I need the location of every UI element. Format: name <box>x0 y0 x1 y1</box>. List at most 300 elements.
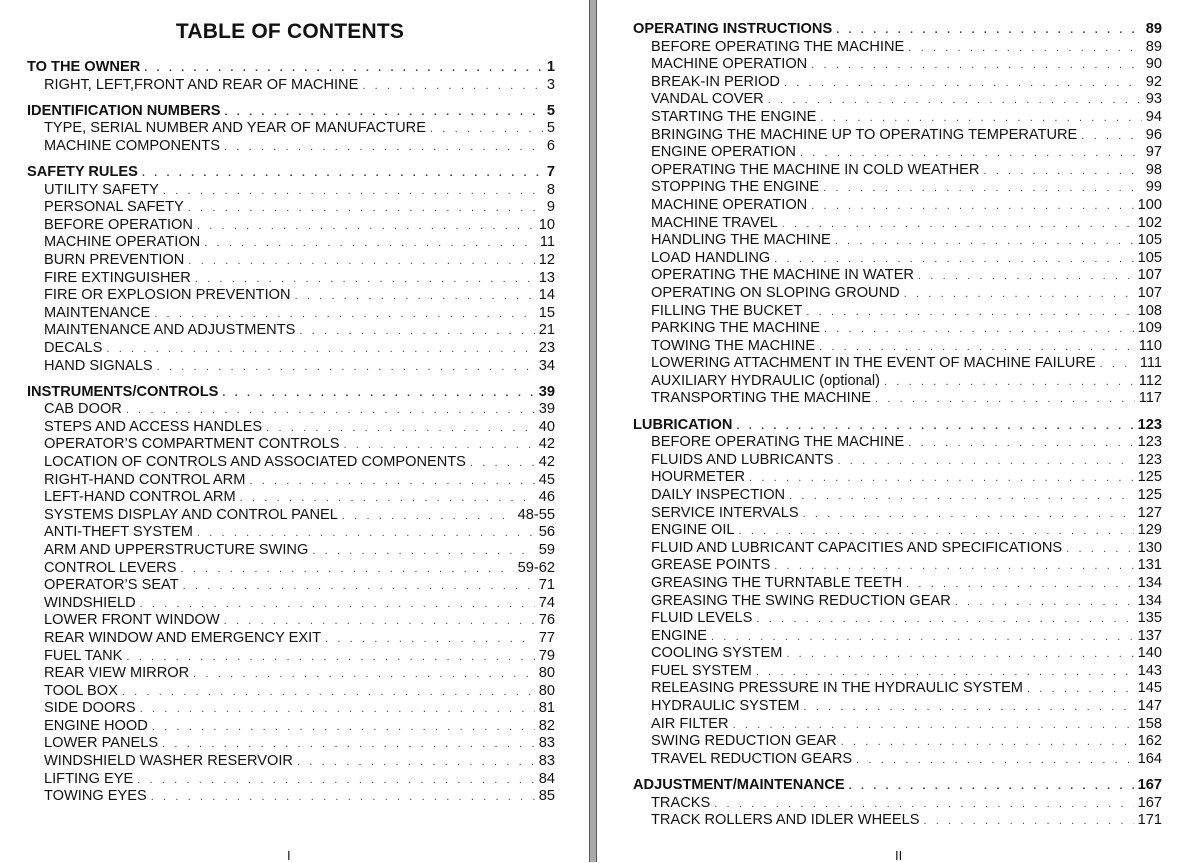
page-number: 137 <box>1137 627 1162 644</box>
dot-leader <box>756 611 1133 629</box>
dot-leader <box>224 139 543 157</box>
dot-leader <box>756 664 1134 682</box>
entry-label: SERVICE INTERVALS <box>651 504 799 521</box>
page-number: 127 <box>1137 504 1162 521</box>
page-number: 147 <box>1137 698 1162 715</box>
entry-label: ARM AND UPPERSTRUCTURE SWING <box>44 541 309 558</box>
page-number: 162 <box>1137 733 1162 750</box>
toc-entry[interactable] <box>597 162 1162 180</box>
entry-label: STOPPING THE ENGINE <box>651 179 820 196</box>
toc-entry[interactable] <box>597 751 1162 769</box>
toc-section-heading[interactable] <box>0 384 555 402</box>
page-number: 82 <box>538 717 555 734</box>
entry-label: LEFT-HAND CONTROL ARM <box>44 489 236 506</box>
dot-leader <box>800 145 1142 163</box>
entry-label: TOOL BOX <box>44 682 118 699</box>
dot-leader <box>180 561 513 579</box>
entry-label: GREASE POINTS <box>651 557 771 574</box>
entry-label: VANDAL COVER <box>651 91 764 108</box>
dot-leader <box>126 402 535 420</box>
page-number: 59 <box>538 541 555 558</box>
page-number: 21 <box>538 322 555 339</box>
page-number: 108 <box>1137 302 1162 319</box>
toc-entry[interactable] <box>597 355 1162 373</box>
dot-leader <box>325 631 535 649</box>
toc-section-heading[interactable] <box>597 417 1162 435</box>
page-number: 42 <box>538 436 555 453</box>
toc-entry[interactable] <box>597 434 1162 452</box>
toc-entry[interactable] <box>0 472 555 490</box>
toc-entry[interactable] <box>0 234 555 252</box>
dot-leader <box>906 576 1134 594</box>
dot-leader <box>711 629 1134 647</box>
dot-leader <box>197 218 535 236</box>
dot-leader <box>803 506 1134 524</box>
dot-leader <box>736 418 1133 436</box>
section-title: IDENTIFICATION NUMBERS <box>27 102 221 119</box>
page-number: 85 <box>538 788 555 805</box>
dot-leader <box>789 488 1134 506</box>
toc-entry[interactable] <box>597 628 1162 646</box>
toc-entry[interactable] <box>597 390 1162 408</box>
toc-entry[interactable] <box>597 716 1162 734</box>
toc-entry[interactable] <box>597 285 1162 303</box>
entry-label: RELEASING PRESSURE IN THE HYDRAULIC SYSTEM <box>651 680 1023 697</box>
toc-entry[interactable] <box>0 612 555 630</box>
entry-label: WINDSHIELD <box>44 594 136 611</box>
page-number: 15 <box>538 304 555 321</box>
page-number: 56 <box>538 524 555 541</box>
page-number: 123 <box>1137 451 1162 468</box>
toc-entry[interactable] <box>597 505 1162 523</box>
dot-leader <box>823 180 1142 198</box>
toc-entry[interactable] <box>597 733 1162 751</box>
entry-label: ENGINE OIL <box>651 522 735 539</box>
entry-label: CONTROL LEVERS <box>44 559 177 576</box>
entry-label: HANDLING THE MACHINE <box>651 232 831 249</box>
dot-leader <box>875 391 1135 409</box>
toc-entry[interactable] <box>0 199 555 217</box>
entry-label: RIGHT, LEFT,FRONT AND REAR OF MACHINE <box>44 76 359 93</box>
entry-label: GREASING THE SWING REDUCTION GEAR <box>651 592 951 609</box>
dot-leader <box>195 271 535 289</box>
dot-leader <box>137 772 535 790</box>
dot-leader <box>824 321 1134 339</box>
page-number: 40 <box>538 418 555 435</box>
dot-leader <box>224 613 535 631</box>
dot-leader <box>193 666 535 684</box>
toc-entry[interactable] <box>0 542 555 560</box>
dot-leader <box>714 796 1133 814</box>
page-number: 84 <box>538 770 555 787</box>
entry-label: BEFORE OPERATING THE MACHINE <box>651 38 905 55</box>
entry-label: LIFTING EYE <box>44 770 134 787</box>
left-page <box>0 0 589 862</box>
toc-entry[interactable] <box>597 540 1162 558</box>
dot-leader <box>222 385 534 403</box>
toc-entry[interactable] <box>597 663 1162 681</box>
toc-entry[interactable] <box>0 401 555 419</box>
entry-label: LOWER FRONT WINDOW <box>44 612 220 629</box>
toc-entry[interactable] <box>0 322 555 340</box>
section-title: SAFETY RULES <box>27 163 138 180</box>
page-number: 134 <box>1137 574 1162 591</box>
dot-leader <box>1100 356 1136 374</box>
toc-entry[interactable] <box>0 595 555 613</box>
toc-list-right <box>597 21 1162 830</box>
page-number: 34 <box>538 357 555 374</box>
toc-entry[interactable] <box>0 182 555 200</box>
section-title: OPERATING INSTRUCTIONS <box>633 21 833 37</box>
toc-entry[interactable] <box>0 138 555 156</box>
toc-entry[interactable] <box>597 197 1162 215</box>
page-number: 92 <box>1145 73 1162 90</box>
dot-leader <box>163 183 543 201</box>
toc-entry[interactable] <box>0 340 555 358</box>
page-number: 14 <box>538 287 555 304</box>
page-number: 93 <box>1145 91 1162 108</box>
dot-leader <box>955 594 1134 612</box>
entry-label: UTILITY SAFETY <box>44 181 159 198</box>
dot-leader <box>266 420 535 438</box>
toc-entry[interactable] <box>0 419 555 437</box>
entry-label: HOURMETER <box>651 469 746 486</box>
page-number: 10 <box>538 216 555 233</box>
dot-leader <box>122 684 535 702</box>
entry-label: COOLING SYSTEM <box>651 645 783 662</box>
entry-label: TRAVEL REDUCTION GEARS <box>651 750 853 767</box>
entry-label: AUXILIARY HYDRAULIC (optional) <box>651 372 880 389</box>
page-number: 164 <box>1137 750 1162 767</box>
toc-entry[interactable] <box>0 358 555 376</box>
entry-label: BREAK-IN PERIOD <box>651 73 780 90</box>
entry-label: MACHINE OPERATION <box>44 234 201 251</box>
toc-entry[interactable] <box>0 700 555 718</box>
dot-leader <box>820 110 1141 128</box>
dot-leader <box>1066 541 1134 559</box>
toc-entry[interactable] <box>0 454 555 472</box>
page-number: 8 <box>546 181 555 198</box>
page-number: 110 <box>1138 337 1162 354</box>
page-number: 89 <box>1145 38 1162 55</box>
section-title: INSTRUMENTS/CONTROLS <box>27 383 219 400</box>
toc-entry[interactable] <box>597 575 1162 593</box>
entry-label: FIRE OR EXPLOSION PREVENTION <box>44 287 291 304</box>
page-title: TABLE OF CONTENTS <box>175 20 405 43</box>
entry-label: MAINTENANCE <box>44 304 151 321</box>
toc-entry[interactable] <box>0 630 555 648</box>
page-number: 48-55 <box>517 506 555 523</box>
dot-leader <box>140 701 535 719</box>
page-number: 131 <box>1137 557 1162 574</box>
toc-entry[interactable] <box>597 215 1162 233</box>
entry-label: OPERATOR’S SEAT <box>44 577 179 594</box>
entry-label: SYSTEMS DISPLAY AND CONTROL PANEL <box>44 506 338 523</box>
dot-leader <box>806 304 1133 322</box>
dot-leader <box>983 163 1141 181</box>
toc-list-left <box>0 59 555 806</box>
page-number: 83 <box>538 735 555 752</box>
toc-entry[interactable] <box>597 39 1162 57</box>
toc-entry[interactable] <box>597 698 1162 716</box>
page-number: 105 <box>1137 249 1162 266</box>
toc-entry[interactable] <box>0 77 555 95</box>
page-number: 39 <box>538 401 555 418</box>
entry-label: BRINGING THE MACHINE UP TO OPERATING TEMPERATURE <box>651 126 1078 143</box>
dot-leader <box>162 736 535 754</box>
page-number: 111 <box>1139 355 1162 372</box>
page-number: 130 <box>1137 539 1162 556</box>
page-number: 74 <box>538 594 555 611</box>
dot-leader <box>343 437 534 455</box>
page-number: 125 <box>1137 469 1162 486</box>
toc-entry[interactable] <box>597 144 1162 162</box>
toc-entry[interactable] <box>0 577 555 595</box>
dot-leader <box>297 754 535 772</box>
entry-label: PARKING THE MACHINE <box>651 320 820 337</box>
page-number: 107 <box>1137 267 1162 284</box>
toc-entry[interactable] <box>597 179 1162 197</box>
entry-label: AIR FILTER <box>651 715 729 732</box>
toc-entry[interactable] <box>597 645 1162 663</box>
dot-leader <box>811 198 1133 216</box>
entry-label: LOWERING ATTACHMENT IN THE EVENT OF MACHINE FAILURE <box>651 355 1096 372</box>
entry-label: FLUID LEVELS <box>651 610 753 627</box>
page-number: 96 <box>1145 126 1162 143</box>
page-number: 112 <box>1138 372 1162 389</box>
entry-label: SWING REDUCTION GEAR <box>651 733 837 750</box>
page-number: 1 <box>546 59 555 75</box>
toc-entry[interactable] <box>597 557 1162 575</box>
page-number: 46 <box>538 489 555 506</box>
dot-leader <box>811 57 1142 75</box>
entry-label: LOCATION OF CONTROLS AND ASSOCIATED COMPONENTS <box>44 453 466 470</box>
entry-label: TOWING EYES <box>44 788 147 805</box>
section-title: TO THE OWNER <box>27 59 141 75</box>
dot-leader <box>151 789 535 807</box>
dot-leader <box>784 75 1142 93</box>
page-number: 76 <box>538 612 555 629</box>
dot-leader <box>782 216 1134 234</box>
entry-label: FUEL TANK <box>44 647 123 664</box>
page-number: 9 <box>546 199 555 216</box>
dot-leader <box>183 578 535 596</box>
page-number: 129 <box>1137 522 1162 539</box>
toc-entry[interactable] <box>0 683 555 701</box>
entry-label: REAR VIEW MIRROR <box>44 665 190 682</box>
entry-label: STARTING THE ENGINE <box>651 108 817 125</box>
entry-label: MACHINE OPERATION <box>651 56 808 73</box>
entry-label: HAND SIGNALS <box>44 357 153 374</box>
dot-leader <box>240 490 535 508</box>
entry-label: TRACKS <box>651 794 711 811</box>
page-number: 107 <box>1137 284 1162 301</box>
page-number: 123 <box>1137 416 1162 433</box>
entry-label: FIRE EXTINGUISHER <box>44 269 191 286</box>
toc-entry[interactable] <box>597 56 1162 74</box>
toc-section-heading[interactable] <box>0 164 555 182</box>
dot-leader <box>249 473 534 491</box>
page-number: 134 <box>1137 592 1162 609</box>
toc-entry[interactable] <box>0 270 555 288</box>
toc-entry[interactable] <box>0 665 555 683</box>
toc-entry[interactable] <box>0 788 555 806</box>
dot-leader <box>295 288 535 306</box>
entry-label: OPERATOR’S COMPARTMENT CONTROLS <box>44 436 340 453</box>
toc-entry[interactable] <box>597 373 1162 391</box>
entry-label: TRANSPORTING THE MACHINE <box>651 390 872 407</box>
page-number: 80 <box>538 665 555 682</box>
page-number: 39 <box>538 383 555 400</box>
entry-label: ENGINE HOOD <box>44 717 148 734</box>
entry-label: CAB DOOR <box>44 401 122 418</box>
toc-entry[interactable] <box>597 232 1162 250</box>
dot-leader <box>312 543 534 561</box>
page-number: 71 <box>538 577 555 594</box>
toc-entry[interactable] <box>597 469 1162 487</box>
entry-label: HYDRAULIC SYSTEM <box>651 698 800 715</box>
page-number: 80 <box>538 682 555 699</box>
page-number: 117 <box>1138 390 1162 407</box>
page-number: 42 <box>538 453 555 470</box>
dot-leader <box>157 359 535 377</box>
toc-entry[interactable] <box>597 109 1162 127</box>
entry-label: ENGINE OPERATION <box>651 144 796 161</box>
entry-label: PERSONAL SAFETY <box>44 199 184 216</box>
page-number: 102 <box>1137 214 1162 231</box>
page-divider <box>589 0 597 862</box>
toc-entry[interactable] <box>597 127 1162 145</box>
page-folio-right: II <box>895 848 903 863</box>
dot-leader <box>819 339 1135 357</box>
toc-entry[interactable] <box>597 320 1162 338</box>
toc-entry[interactable] <box>0 560 555 578</box>
dot-leader <box>188 200 543 218</box>
entry-label: DAILY INSPECTION <box>651 486 786 503</box>
entry-label: ENGINE <box>651 627 707 644</box>
toc-section-heading[interactable] <box>0 59 555 77</box>
dot-leader <box>774 558 1133 576</box>
entry-label: TRACK ROLLERS AND IDLER WHEELS <box>651 812 920 829</box>
entry-label: SIDE DOORS <box>44 700 136 717</box>
toc-entry[interactable] <box>0 735 555 753</box>
dot-leader <box>470 455 535 473</box>
dot-leader <box>768 92 1142 110</box>
dot-leader <box>733 717 1134 735</box>
dot-leader <box>923 813 1133 831</box>
dot-leader <box>904 286 1134 304</box>
entry-label: MACHINE TRAVEL <box>651 214 778 231</box>
toc-entry[interactable] <box>0 507 555 525</box>
page-number: 11 <box>539 234 555 251</box>
page-number: 5 <box>546 120 555 137</box>
page-number: 83 <box>538 753 555 770</box>
dot-leader <box>142 165 543 183</box>
toc-entry[interactable] <box>597 593 1162 611</box>
toc-entry[interactable] <box>597 610 1162 628</box>
toc-section-heading[interactable] <box>597 21 1162 39</box>
page-number: 89 <box>1145 21 1162 37</box>
page-folio-left: I <box>287 848 291 863</box>
toc-entry[interactable] <box>0 436 555 454</box>
toc-entry[interactable] <box>597 74 1162 92</box>
dot-leader <box>836 22 1142 40</box>
toc-entry[interactable] <box>597 487 1162 505</box>
entry-label: WINDSHIELD WASHER RESERVOIR <box>44 753 293 770</box>
toc-entry[interactable] <box>597 338 1162 356</box>
dot-leader <box>918 268 1134 286</box>
toc-entry[interactable] <box>597 680 1162 698</box>
page-number: 12 <box>538 251 555 268</box>
toc-entry[interactable] <box>0 252 555 270</box>
toc-entry[interactable] <box>597 303 1162 321</box>
entry-label: FILLING THE BUCKET <box>651 302 803 319</box>
page-number: 99 <box>1145 179 1162 196</box>
toc-entry[interactable] <box>0 217 555 235</box>
dot-leader <box>835 233 1134 251</box>
page-number: 23 <box>538 339 555 356</box>
dot-leader <box>106 341 534 359</box>
page-number: 45 <box>538 471 555 488</box>
dot-leader <box>126 649 534 667</box>
toc-entry[interactable] <box>0 648 555 666</box>
toc-entry[interactable] <box>597 267 1162 285</box>
entry-label: ANTI-THEFT SYSTEM <box>44 524 193 541</box>
toc-entry[interactable] <box>0 305 555 323</box>
toc-entry[interactable] <box>0 718 555 736</box>
toc-entry[interactable] <box>597 91 1162 109</box>
dot-leader <box>849 778 1134 796</box>
entry-label: FLUIDS AND LUBRICANTS <box>651 451 834 468</box>
page-number: 135 <box>1137 610 1162 627</box>
section-title: LUBRICATION <box>633 416 733 433</box>
toc-entry[interactable] <box>0 489 555 507</box>
entry-label: MACHINE COMPONENTS <box>44 137 220 154</box>
dot-leader <box>786 646 1133 664</box>
toc-entry[interactable] <box>0 771 555 789</box>
dot-leader <box>837 453 1133 471</box>
toc-section-heading[interactable] <box>597 777 1162 795</box>
entry-label: MACHINE OPERATION <box>651 196 808 213</box>
toc-entry[interactable] <box>597 452 1162 470</box>
toc-entry[interactable] <box>597 795 1162 813</box>
toc-entry[interactable] <box>597 250 1162 268</box>
page-number: 90 <box>1145 56 1162 73</box>
dot-leader <box>362 78 543 96</box>
toc-entry[interactable] <box>597 522 1162 540</box>
page-number: 3 <box>546 76 555 93</box>
dot-leader <box>841 734 1134 752</box>
entry-label: BURN PREVENTION <box>44 251 185 268</box>
toc-entry[interactable] <box>0 287 555 305</box>
toc-section-heading[interactable] <box>0 103 555 121</box>
toc-entry[interactable] <box>0 524 555 542</box>
entry-label: LOWER PANELS <box>44 735 159 752</box>
page-number: 6 <box>546 137 555 154</box>
entry-label: FLUID AND LUBRICANT CAPACITIES AND SPECIFICATIONS <box>651 539 1063 556</box>
toc-entry[interactable] <box>0 120 555 138</box>
entry-label: BEFORE OPERATING THE MACHINE <box>651 434 905 451</box>
page-number: 105 <box>1137 232 1162 249</box>
entry-label: REAR WINDOW AND EMERGENCY EXIT <box>44 629 322 646</box>
dot-leader <box>430 121 543 139</box>
toc-entry[interactable] <box>597 812 1162 830</box>
dot-leader <box>225 104 543 122</box>
entry-label: RIGHT-HAND CONTROL ARM <box>44 471 246 488</box>
dot-leader <box>204 235 536 253</box>
entry-label: LOAD HANDLING <box>651 249 771 266</box>
toc-entry[interactable] <box>0 753 555 771</box>
